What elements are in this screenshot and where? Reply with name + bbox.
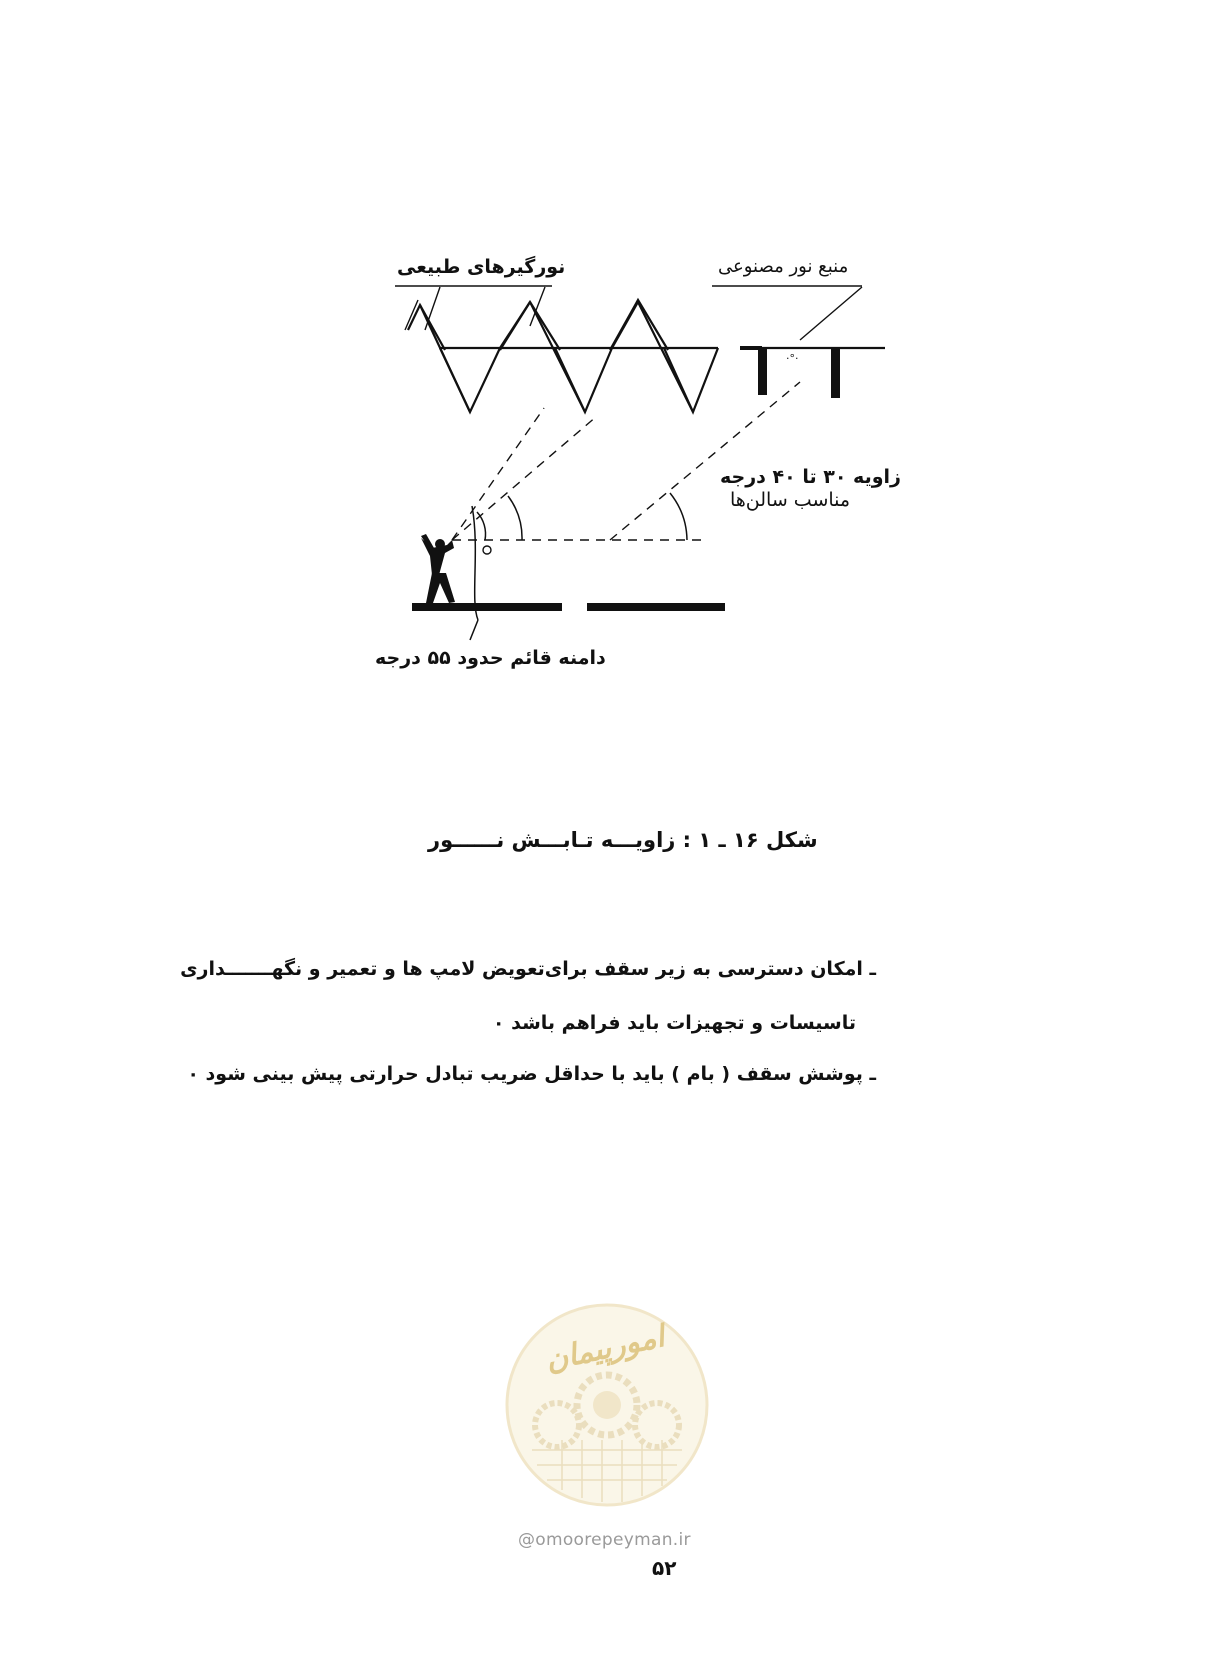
- label-angle-line1: زاویه ۳۰ تا ۴۰ درجه: [720, 466, 901, 488]
- angle-arc-2: [508, 496, 522, 540]
- sight-line-3: [610, 382, 800, 540]
- paragraph-line-3: ـ پوشش سقف ( بام ) باید با حداقل ضریب تبادل حرارتی پیش بینی شود ٠: [187, 1063, 876, 1085]
- zero-mark: [483, 546, 491, 554]
- fixture-bar-right: [831, 348, 840, 398]
- observer-figure: [421, 534, 455, 603]
- light-angle-figure: [0, 0, 1228, 720]
- fixture-bar-left: [758, 348, 767, 395]
- watermark-logo: [502, 1300, 712, 1530]
- skylight-well-2: [555, 348, 612, 412]
- skylight-well-1: [440, 348, 500, 412]
- floor-right: [587, 603, 725, 611]
- light-source-mark: ·°·: [786, 352, 799, 365]
- floor-left: [412, 603, 562, 611]
- page-number: ۵۲: [652, 1556, 677, 1580]
- paragraph-line-1: ـ امکان دسترسی به زیر سقف برای‌تعویض لامپ ها و تعمیر و نگهـــــــداری: [180, 958, 876, 980]
- vertical-range-curve: [472, 506, 478, 620]
- label-angle-line2: مناسب سالن‌ها: [730, 489, 851, 511]
- label-natural-skylights: نورگیرهای طبیعی: [397, 256, 566, 278]
- watermark-logo-text: امورپیمان: [542, 1319, 668, 1379]
- label-vertical-range: دامنه قائم حدود ۵۵ درجه: [375, 647, 606, 669]
- paragraph-line-2: تاسیسات و تجهیزات باید فراهم باشد ٠: [492, 1012, 856, 1034]
- angle-arc-3: [670, 493, 687, 540]
- label-artificial-source: منبع نور مصنوعی: [718, 256, 849, 277]
- figure-caption: شکل ۱۶ ـ ۱ : زاویـــه تـابـــش نــــــور: [428, 828, 818, 852]
- skylight-well-3: [664, 348, 718, 412]
- watermark-site: @omoorepeyman.ir: [518, 1530, 691, 1550]
- angle-arc-1: [477, 512, 486, 540]
